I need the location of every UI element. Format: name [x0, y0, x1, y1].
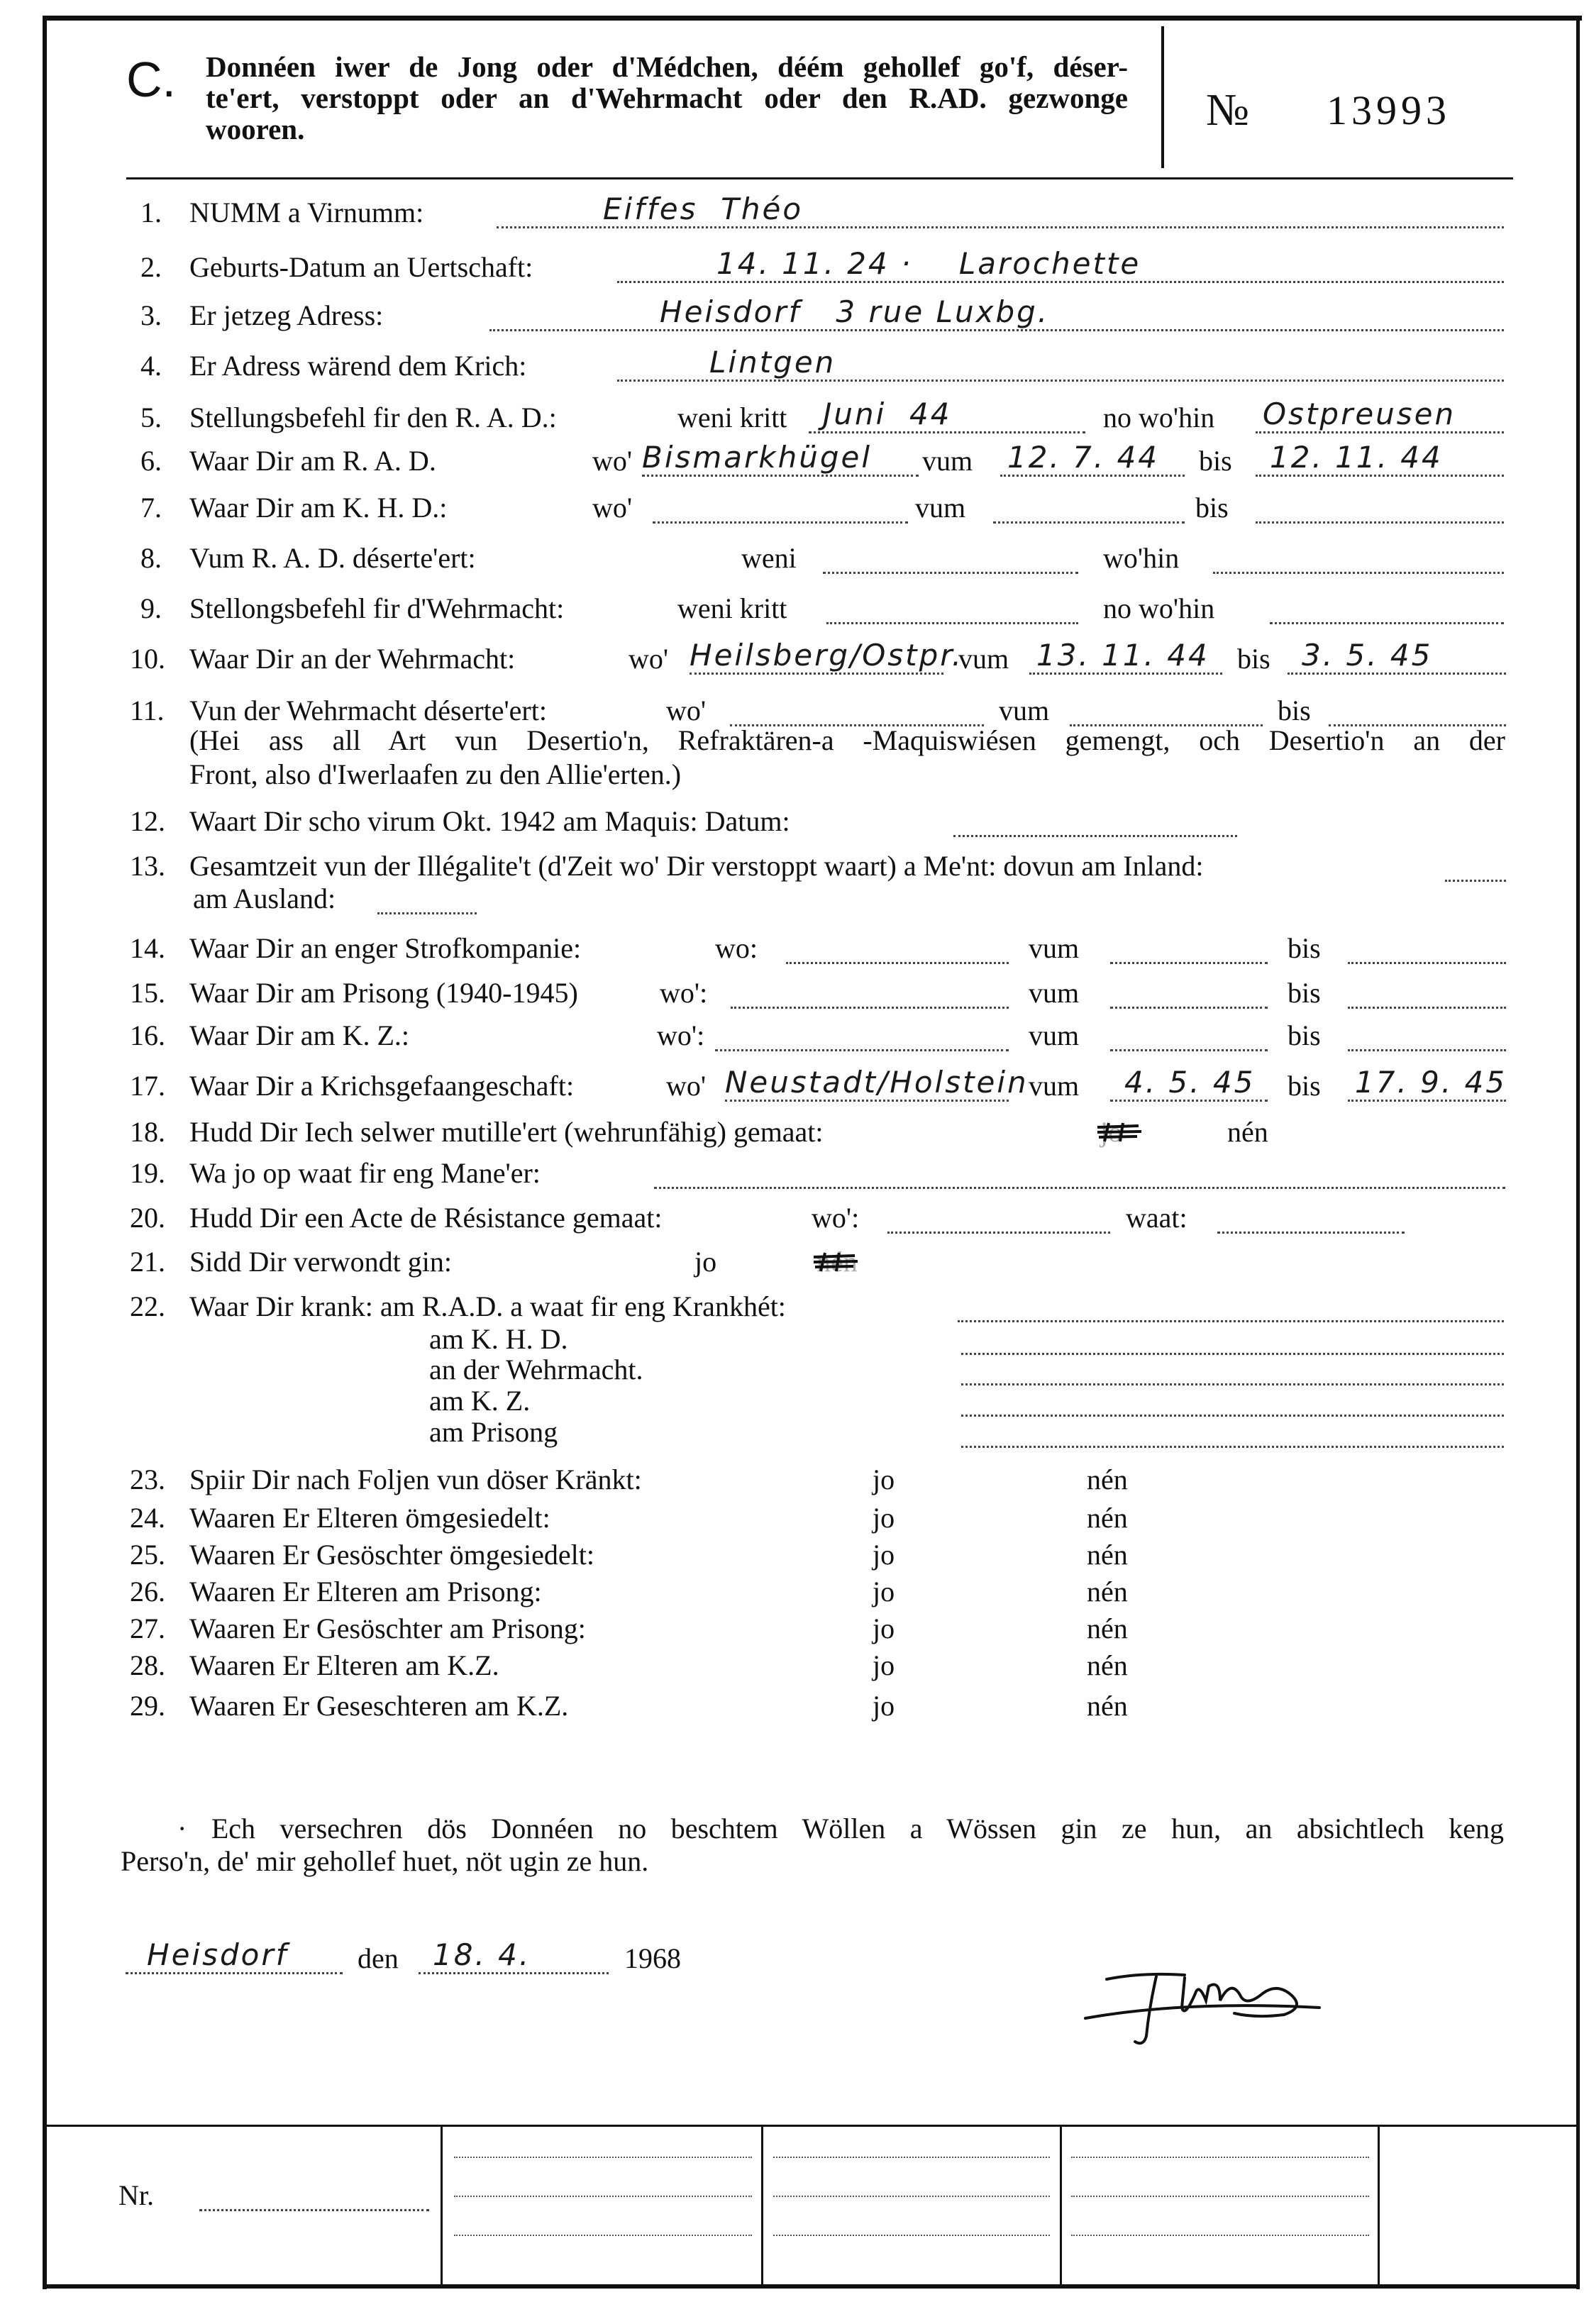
- signing-date-field[interactable]: 18. 4.: [419, 1941, 609, 1974]
- strike-through-mark: [811, 1251, 860, 1273]
- section-letter: C.: [126, 52, 176, 107]
- handwritten-value: 12. 11. 44: [1270, 440, 1443, 475]
- footer-cell-line[interactable]: [454, 2196, 752, 2197]
- handwritten-value: Heilsberg/Ostpr.: [690, 638, 964, 673]
- option-no[interactable]: [1087, 1688, 1128, 1724]
- field-prefix-label: no wo'hin: [1103, 402, 1215, 433]
- field-prefix-label: wo': [666, 695, 707, 726]
- option-yes[interactable]: [1100, 1114, 1122, 1150]
- field-prefix-label: wo': [592, 492, 633, 524]
- note-line: Front, also d'Iwerlaafen zu den Allie'erten.): [189, 758, 682, 790]
- row-label: Vun der Wehrmacht déserte'ert:: [189, 695, 547, 726]
- option-label: jo: [1100, 1116, 1123, 1148]
- row-label: Sidd Dir verwondt gin:: [189, 1246, 452, 1278]
- declaration-line: · Ech versechren dös Donnéen no beschtem Wöllen a Wössen gin ze hun, an absichtlech keng: [177, 1813, 1504, 1844]
- handwritten-value: 13. 11. 44: [1036, 638, 1209, 673]
- field-prefix-label: vum: [999, 695, 1050, 726]
- form-field[interactable]: [826, 591, 1078, 624]
- row-number: 23.: [130, 1463, 165, 1495]
- handwritten-value: Eiffes Théo: [603, 192, 804, 226]
- row-label: Stellongsbefehl fir d'Wehrmacht:: [189, 592, 565, 624]
- field-prefix-label: vum: [1029, 932, 1080, 964]
- row-22-subline: [0, 1383, 1589, 1419]
- handwritten-value: Bismarkhügel: [642, 440, 873, 475]
- form-field[interactable]: [1110, 1065, 1268, 1102]
- row-number: 21.: [130, 1246, 165, 1278]
- form-field[interactable]: [1270, 591, 1504, 624]
- subline-label: am K. Z.: [429, 1385, 531, 1417]
- option-yes[interactable]: [873, 1537, 895, 1573]
- field-prefix-label: vum: [922, 445, 973, 477]
- form-row-17: [0, 1065, 1589, 1104]
- field-prefix-label: bis: [1195, 492, 1229, 524]
- row-label: Waaren Er Elteren am K.Z.: [189, 1649, 499, 1681]
- footer-cell-line[interactable]: [773, 2196, 1050, 2197]
- row-label: Waar Dir am K. H. D.:: [189, 492, 448, 524]
- form-field[interactable]: [953, 804, 1237, 837]
- form-field[interactable]: [497, 192, 1504, 228]
- row-number: 18.: [130, 1116, 165, 1148]
- form-row-23: [0, 1462, 1589, 1498]
- field-prefix-label: bis: [1288, 1019, 1321, 1051]
- row-label: Waaren Er Geseschteren am K.Z.: [189, 1690, 569, 1722]
- form-row-26: [0, 1574, 1589, 1610]
- form-row-20: [0, 1200, 1589, 1236]
- field-prefix-label: weni kritt: [677, 592, 787, 624]
- row-number: 17.: [130, 1070, 165, 1102]
- form-field[interactable]: [1348, 975, 1506, 1009]
- option-yes[interactable]: [873, 1574, 895, 1610]
- field-prefix-label: bis: [1237, 643, 1270, 675]
- form-field[interactable]: [730, 693, 984, 726]
- row-number: 25.: [130, 1539, 165, 1571]
- row-label: Geburts-Datum an Uertschaft:: [189, 251, 533, 283]
- option-label: nén: [1087, 1612, 1128, 1644]
- form-row-14: [0, 931, 1589, 966]
- row-number: 10.: [130, 643, 165, 675]
- row-label: Waar Dir an enger Strofkompanie:: [189, 932, 582, 964]
- form-field[interactable]: [725, 1065, 1029, 1102]
- handwritten-value: 4. 5. 45: [1124, 1065, 1256, 1100]
- row-label: Stellungsbefehl fir den R. A. D.:: [189, 402, 557, 433]
- subline-label: am K. H. D.: [429, 1323, 568, 1355]
- option-no[interactable]: [1087, 1500, 1128, 1536]
- note-line: (Hei ass all Art vun Desertio'n, Refraktären-a -Maquiswiésen gemengt, och Desertio'n an der: [189, 724, 1505, 756]
- number-sign: №: [1206, 84, 1250, 135]
- form-row-1: [0, 192, 1589, 231]
- form-field[interactable]: [1348, 1018, 1506, 1051]
- handwritten-value: Neustadt/Holstein: [725, 1065, 1029, 1100]
- form-field[interactable]: [489, 294, 1504, 331]
- handwritten-value: 3. 5. 45: [1302, 638, 1433, 673]
- option-label: nén: [1087, 1463, 1128, 1495]
- option-yes[interactable]: [873, 1462, 895, 1498]
- form-field[interactable]: [1348, 931, 1506, 964]
- row-label: Wa jo op waat fir eng Mane'er:: [189, 1157, 541, 1189]
- field-prefix-label: waat:: [1126, 1202, 1187, 1234]
- field-prefix-label: vum: [1029, 1019, 1080, 1051]
- field-prefix-label: vum: [1029, 977, 1080, 1009]
- row-label: Waaren Er Gesöschter am Prisong:: [189, 1612, 586, 1644]
- form-field[interactable]: [1110, 975, 1268, 1009]
- form-title-line: Donnéen iwer de Jong oder d'Médchen, déém gehollef go'f, déser-: [206, 50, 1128, 83]
- form-field[interactable]: [887, 1200, 1110, 1234]
- row-number: 19.: [130, 1157, 165, 1189]
- signing-year: 1968: [624, 1942, 681, 1974]
- form-row-2: [0, 246, 1589, 285]
- form-field[interactable]: [958, 1289, 1504, 1322]
- signing-line: [0, 1937, 1589, 1976]
- row-number: 13.: [130, 850, 165, 882]
- option-yes[interactable]: [873, 1500, 895, 1536]
- form-row-16: [0, 1018, 1589, 1053]
- field-prefix-label: bis: [1278, 695, 1311, 726]
- form-field[interactable]: [1110, 1018, 1268, 1051]
- form-row-24: [0, 1500, 1589, 1536]
- form-row-5: [0, 397, 1589, 436]
- row-13-ausland: [0, 881, 1589, 917]
- form-field[interactable]: [642, 440, 919, 477]
- field-prefix-label: wo:: [715, 932, 758, 964]
- form-field[interactable]: [654, 1156, 1505, 1189]
- form-field[interactable]: [1329, 693, 1506, 726]
- subline-field[interactable]: [961, 1415, 1504, 1448]
- form-field[interactable]: [1288, 638, 1506, 675]
- field-prefix-label: wo': [629, 643, 669, 675]
- form-number: 13993: [1327, 87, 1451, 133]
- option-label: jo: [873, 1463, 895, 1495]
- row-22-subline: [0, 1352, 1589, 1388]
- row-number: 3.: [140, 299, 162, 331]
- option-no[interactable]: [1087, 1574, 1128, 1610]
- form-row-3: [0, 294, 1589, 333]
- form-field[interactable]: [1348, 1065, 1507, 1102]
- field-prefix-label: bis: [1288, 932, 1321, 964]
- den-label: den: [358, 1942, 399, 1974]
- signing-place-field[interactable]: Heisdorf: [126, 1941, 343, 1974]
- handwritten-value: 17. 9. 45: [1355, 1065, 1507, 1100]
- field-prefix-label: vum: [915, 492, 966, 524]
- field-prefix-label: vum: [958, 643, 1009, 675]
- handwritten-value: 12. 7. 44: [1007, 440, 1160, 475]
- row-number: 12.: [130, 805, 165, 837]
- option-label: nén: [1087, 1539, 1128, 1571]
- form-row-28: [0, 1648, 1589, 1683]
- subline-label: am Prisong: [429, 1416, 558, 1448]
- form-row-7: [0, 490, 1589, 526]
- row-number: 8.: [140, 542, 162, 574]
- row-number: 6.: [140, 445, 162, 477]
- footer-cell-line[interactable]: [454, 2235, 752, 2236]
- ausland-label: am Ausland:: [193, 882, 336, 914]
- subline-field[interactable]: [961, 1383, 1504, 1417]
- form-row-25: [0, 1537, 1589, 1573]
- row-number: 20.: [130, 1202, 165, 1234]
- row-label: Vum R. A. D. déserte'ert:: [189, 542, 476, 574]
- option-label: jo: [873, 1649, 895, 1681]
- row-label: Gesamtzeit vun der Illégalite't (d'Zeit wo' Dir verstoppt waart) a Me'nt: dovun am Inland:: [189, 850, 1204, 882]
- row-number: 1.: [140, 197, 162, 228]
- form-field[interactable]: [1000, 440, 1185, 477]
- row-number: 9.: [140, 592, 162, 624]
- form-field[interactable]: [1110, 931, 1268, 964]
- field-prefix-label: bis: [1199, 445, 1232, 477]
- row-label: Waar Dir am R. A. D.: [189, 445, 436, 477]
- row-number: 11.: [130, 695, 165, 726]
- form-row-12: [0, 804, 1589, 839]
- field-prefix-label: wo':: [660, 977, 708, 1009]
- header-rule: [126, 177, 1513, 179]
- field-prefix-label: no wo'hin: [1103, 592, 1215, 624]
- field-prefix-label: vum: [1029, 1070, 1080, 1102]
- form-title-line: wooren.: [206, 113, 305, 145]
- subline-label: an der Wehrmacht.: [429, 1354, 643, 1385]
- row-11-note: [189, 724, 1505, 792]
- row-label: Hudd Dir een Acte de Résistance gemaat:: [189, 1202, 663, 1234]
- form-field[interactable]: [1256, 397, 1504, 433]
- option-no[interactable]: [1087, 1611, 1128, 1647]
- handwritten-value: Lintgen: [709, 345, 836, 380]
- form-row-22: [0, 1289, 1589, 1324]
- option-label: nén: [1087, 1502, 1128, 1534]
- form-row-27: [0, 1611, 1589, 1647]
- row-number: 27.: [130, 1612, 165, 1644]
- row-label: Waar Dir an der Wehrmacht:: [189, 643, 516, 675]
- row-label: Er Adress wärend dem Krich:: [189, 350, 527, 382]
- form-row-19: [0, 1156, 1589, 1191]
- handwritten-value: Ostpreusen: [1263, 397, 1456, 431]
- declaration: [121, 1813, 1504, 1878]
- row-label: Waart Dir scho virum Okt. 1942 am Maquis: Datum:: [189, 805, 790, 837]
- field-prefix-label: weni kritt: [677, 402, 787, 433]
- form-row-9: [0, 591, 1589, 626]
- field-prefix-label: wo': [666, 1070, 707, 1102]
- option-label: jo: [873, 1690, 895, 1722]
- row-label: NUMM a Virnumm:: [189, 197, 424, 228]
- row-label: Waar Dir a Krichsgefaangeschaft:: [189, 1070, 575, 1102]
- form-row-13: [0, 848, 1589, 884]
- form-field[interactable]: [1217, 1200, 1405, 1234]
- frame-top-border: [43, 16, 1582, 21]
- form-field[interactable]: [715, 1018, 1009, 1051]
- form-field[interactable]: [809, 397, 1085, 433]
- footer-cell-line[interactable]: [454, 2157, 752, 2158]
- footer-cell-line[interactable]: [773, 2235, 1050, 2236]
- row-number: 15.: [130, 977, 165, 1009]
- option-label: nén: [1087, 1649, 1128, 1681]
- row-number: 7.: [140, 492, 162, 524]
- option-label: jo: [873, 1502, 895, 1534]
- option-label: jo: [873, 1576, 895, 1608]
- form-field[interactable]: [1070, 693, 1263, 726]
- form-row-4: [0, 345, 1589, 384]
- field-prefix-label: wo':: [657, 1019, 705, 1051]
- form-title-line: te'ert, verstoppt oder an d'Wehrmacht oder den R.AD. gezwonge: [206, 82, 1128, 114]
- frame-bottom-border: [43, 2284, 1580, 2289]
- footer-cell-line[interactable]: [1071, 2157, 1369, 2158]
- form-row-29: [0, 1688, 1589, 1724]
- option-yes[interactable]: [873, 1688, 895, 1724]
- form-field[interactable]: [1445, 848, 1506, 882]
- footer-cell-line[interactable]: [1071, 2235, 1369, 2236]
- field-prefix-label: weni: [741, 542, 797, 574]
- row-number: 16.: [130, 1019, 165, 1051]
- option-label: jo: [694, 1246, 717, 1278]
- form-field[interactable]: [1029, 638, 1222, 675]
- option-label: jo: [873, 1612, 895, 1644]
- row-label: Spiir Dir nach Foljen vun döser Kränkt:: [189, 1463, 642, 1495]
- option-label: nén: [1227, 1116, 1268, 1148]
- row-number: 14.: [130, 932, 165, 964]
- header-divider: [1161, 26, 1164, 168]
- option-no[interactable]: [1087, 1537, 1128, 1573]
- form-row-6: [0, 440, 1589, 479]
- row-number: 4.: [140, 350, 162, 382]
- handwritten-value: Heisdorf 3 rue Luxbg.: [660, 294, 1050, 329]
- option-no[interactable]: [1087, 1648, 1128, 1683]
- form-field[interactable]: [1256, 490, 1504, 524]
- field-prefix-label: bis: [1288, 977, 1321, 1009]
- option-yes[interactable]: [694, 1244, 716, 1280]
- handwritten-value: Juni 44: [823, 397, 952, 431]
- handwritten-value: 14. 11. 24 · Larochette: [716, 246, 1141, 281]
- nr-label: Nr.: [118, 2179, 154, 2211]
- form-row-8: [0, 541, 1589, 576]
- row-label: Waaren Er Elteren am Prisong:: [189, 1576, 542, 1608]
- option-no[interactable]: [1087, 1462, 1128, 1498]
- ausland-field[interactable]: [377, 881, 477, 914]
- option-no[interactable]: [816, 1244, 858, 1280]
- form-field[interactable]: [823, 541, 1078, 574]
- row-number: 29.: [130, 1690, 165, 1722]
- footer-table-top: [44, 2125, 1580, 2127]
- row-number: 26.: [130, 1576, 165, 1608]
- row-number: 2.: [140, 251, 162, 283]
- strike-through-mark: [1095, 1122, 1144, 1143]
- row-number: 22.: [130, 1290, 165, 1322]
- field-prefix-label: wo': [592, 445, 633, 477]
- option-label: nén: [816, 1246, 858, 1278]
- row-label: Waar Dir krank: am R.A.D. a waat fir eng Krankhét:: [189, 1290, 786, 1322]
- form-field[interactable]: [617, 246, 1504, 283]
- row-label: Er jetzeg Adress:: [189, 299, 384, 331]
- row-label: Waar Dir am Prisong (1940-1945): [189, 977, 578, 1009]
- form-row-10: [0, 638, 1589, 677]
- option-yes[interactable]: [873, 1611, 895, 1647]
- option-label: nén: [1087, 1690, 1128, 1722]
- field-prefix-label: wo':: [812, 1202, 860, 1234]
- subline-field[interactable]: [961, 1352, 1504, 1385]
- form-field[interactable]: [731, 975, 1009, 1009]
- row-label: Waar Dir am K. Z.:: [189, 1019, 409, 1051]
- form-field[interactable]: [617, 345, 1504, 382]
- field-prefix-label: wo'hin: [1103, 542, 1180, 574]
- form-title: [206, 51, 1128, 145]
- form-row-15: [0, 975, 1589, 1011]
- option-label: jo: [873, 1539, 895, 1571]
- row-label: Waaren Er Elteren ömgesiedelt:: [189, 1502, 550, 1534]
- footer-cell-line[interactable]: [1071, 2196, 1369, 2197]
- row-number: 28.: [130, 1649, 165, 1681]
- form-field[interactable]: [993, 490, 1185, 524]
- subline-field[interactable]: [961, 1322, 1504, 1355]
- signature: [1078, 1951, 1348, 2050]
- row-number: 24.: [130, 1502, 165, 1534]
- form-field[interactable]: [1213, 541, 1504, 574]
- footer-cell-line[interactable]: [773, 2157, 1050, 2158]
- form-field[interactable]: [690, 638, 964, 675]
- option-yes[interactable]: [873, 1648, 895, 1683]
- row-number: 5.: [140, 402, 162, 433]
- declaration-line: Perso'n, de' mir gehollef huet, nöt ugin ze hun.: [121, 1845, 649, 1877]
- row-label: Hudd Dir Iech selwer mutille'ert (wehrunfähig) gemaat:: [189, 1116, 824, 1148]
- option-no[interactable]: [1227, 1114, 1268, 1150]
- form-row-21: [0, 1244, 1589, 1280]
- row-22-subline: [0, 1415, 1589, 1450]
- row-label: Waaren Er Gesöschter ömgesiedelt:: [189, 1539, 594, 1571]
- form-field[interactable]: [786, 931, 1009, 964]
- form-field[interactable]: [653, 490, 908, 524]
- option-label: nén: [1087, 1576, 1128, 1608]
- field-prefix-label: bis: [1288, 1070, 1321, 1102]
- form-row-18: [0, 1114, 1589, 1150]
- form-field[interactable]: [1256, 440, 1504, 477]
- nr-field[interactable]: [199, 2178, 429, 2211]
